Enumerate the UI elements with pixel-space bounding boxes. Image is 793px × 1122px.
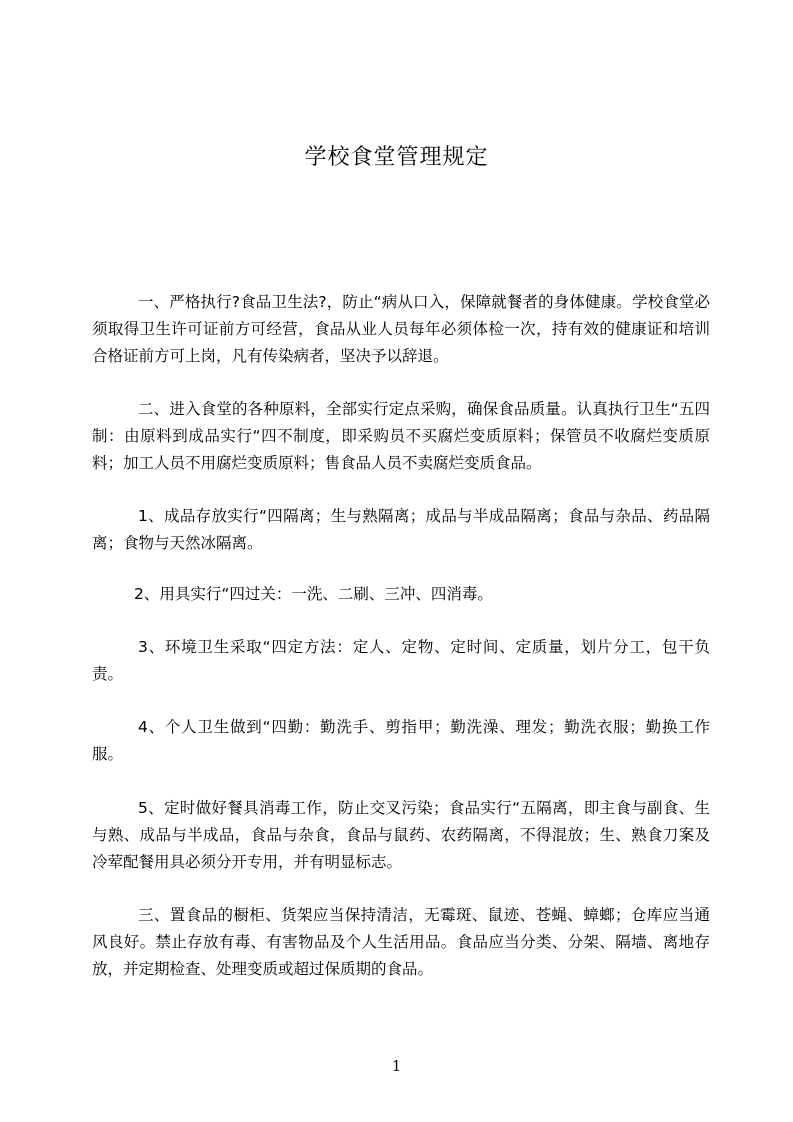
paragraph-8: 三、置食品的橱柜、货架应当保持清洁，无霉斑、鼠迹、苍蝇、蟑螂；仓库应当通风良好。禁止存放有毒、有害物品及个人生活用品。食品应当分类、分架、隔墙、离地存放，并定期检查、处理变质或超过保质期的食品。: [92, 906, 710, 978]
page-number: 1: [391, 1057, 402, 1075]
paragraph-2: 二、进入食堂的各种原料，全部实行定点采购，确保食品质量。认真执行卫生“五四制：由原料到成品实行“四不制度，即采购员不买腐烂变质原料；保管员不收腐烂变质原料；加工人员不用腐烂变质原料；售食品人员不卖腐烂变质食品。: [92, 400, 710, 472]
paragraph-3: 1、成品存放实行“四隔离；生与熟隔离；成品与半成品隔离；食品与杂品、药品隔离；食物与天然冰隔离。: [92, 507, 710, 552]
paragraph-5: 3、环境卫生采取“四定方法：定人、定物、定时间、定质量，划片分工，包干负责。: [92, 638, 710, 683]
paragraph-6: 4、个人卫生做到“四勤：勤洗手、剪指甲；勤洗澡、理发；勤洗衣服；勤换工作服。: [92, 718, 710, 763]
paragraph-1: 一、严格执行?食品卫生法?，防止“病从口入，保障就餐者的身体健康。学校食堂必须取得卫生许可证前方可经营，食品从业人员每年必须体检一次，持有效的健康证和培训合格证前方可上岗，凡有传染病者，坚决予以辞退。: [92, 293, 710, 365]
page-title: 学校食堂管理规定: [304, 145, 489, 170]
paragraph-4: 2、用具实行“四过关：一洗、二刷、三冲、四消毒。: [134, 585, 493, 603]
paragraph-7: 5、定时做好餐具消毒工作，防止交叉污染；食品实行“五隔离，即主食与副食、生与熟、成品与半成品，食品与杂食，食品与鼠药、农药隔离，不得混放；生、熟食刀案及冷荤配餐用具必须分开专用，并有明显标志。: [92, 799, 710, 871]
